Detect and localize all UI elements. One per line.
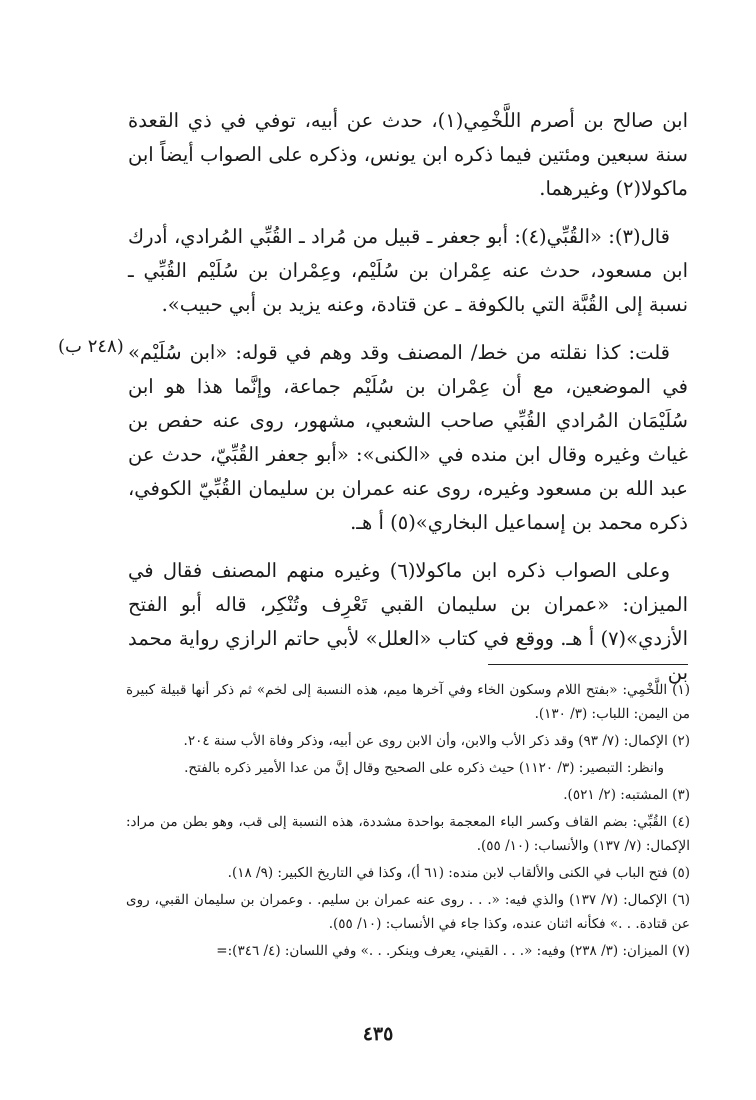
paragraph-4: وعلى الصواب ذكره ابن ماكولا(٦) وغيره منهم المصنف فقال في الميزان: «عمران بن سليمان القبي تَعْرِف وتُنْكِر، قاله أبو الفتح الأزدي»(٧) أ هـ. ووقع في كتاب «العلل» لأبي حاتم الرازي رواية محمد بن	[128, 559, 688, 684]
footnotes	[126, 678, 690, 966]
paragraph-3: قلت: كذا نقلته من خط/ المصنف وقد وهم في قوله: «ابن سُلَيْم» في الموضعين، مع أن عِمْران بن سُلَيْم جماعة، وإنَّما هذا هو ابن سُلَيْمَان المُرادي القُبِّي صاحب الشعبي، مشهور، روى عنه حفص بن غياث وغيره وقال ابن منده في «الكنى»: «أبو جعفر القُبِّيّ، حدث عن عبد الله بن مسعود وغيره، روى عنه عمران بن سليمان القُبِّيّ الكوفي، ذكره محمد بن إسماعيل البخاري»(٥) أ هـ.	[128, 341, 688, 534]
footnote-5: (٥) فتح الباب في الكنى والألقاب لابن منده: (٦١ أ)، وكذا في التاريخ الكبير: (٩/ ١٨).	[227, 865, 690, 881]
footnote-2-continuation: وانظر: التبصير: (٣/ ١١٢٠) حيث ذكره على الصحيح وقال إنَّ من عدا الأمير ذكره بالفتح.	[184, 760, 664, 776]
footnote-2: (٢) الإكمال: (٧/ ٩٣) وقد ذكر الأب والابن، وأن الابن روى عن أبيه، وذكر وفاة الأب سنة ٢٠٤.	[183, 733, 690, 749]
footnote-4: (٤) القُبِّي: بضم القاف وكسر الباء المعجمة بواحدة مشددة، هذه النسبة إلى قب، وهو بطن من مراد: الإكمال: (٧/ ١٣٧) والأنساب: (١٠/ ٥٥).	[126, 814, 690, 854]
footnote-divider	[488, 664, 688, 665]
footnote-7: (٧) الميزان: (٣/ ٢٣٨) وفيه: «. . . القيني، يعرف وينكر. . .» وفي اللسان: (٤/ ٣٤٦):=	[216, 943, 690, 959]
main-text	[128, 104, 688, 704]
footnote-1: (١) اللَّخْمِي: «بفتح اللام وسكون الخاء وفي آخرها ميم، هذه النسبة إلى لخم» ثم ذكر أنها قبيلة كبيرة من اليمن: اللباب: (٣/ ١٣٠).	[126, 682, 690, 722]
margin-folio-note: (٢٤٨ ب)	[58, 336, 124, 357]
footnote-6: (٦) الإكمال: (٧/ ١٣٧) والذي فيه: «. . . روى عنه عمران بن سليم. . وعمران بن سليمان القبي، روى عن قتادة. . .» فكأنه اثنان عنده، وكذا جاء في الأنساب: (١٠/ ٥٥).	[126, 892, 690, 932]
paragraph-2: قال(٣): «القُبِّي(٤): أبو جعفر ـ قبيل من مُراد ـ القُبِّي المُرادي، أدرك ابن مسعود، حدث عنه عِمْران بن سُلَيْم، وعِمْران بن سُلَيْم القُبِّي ـ نسبة إلى القُبَّة التي بالكوفة ـ عن قتادة، وعنه يزيد بن أبي حبيب».	[128, 225, 688, 316]
page-number: ٤٣٥	[362, 1023, 394, 1045]
paragraph-1: ابن صالح بن أصرم اللَّخْمِي(١)، حدث عن أبيه، توفي في ذي القعدة سنة سبعين ومئتين فيما ذكره ابن يونس، وذكره على الصواب أيضاً ابن ماكولا(٢) وغيرهما.	[128, 109, 688, 200]
footnote-3: (٣) المشتبه: (٢/ ٥٢١).	[563, 787, 690, 803]
